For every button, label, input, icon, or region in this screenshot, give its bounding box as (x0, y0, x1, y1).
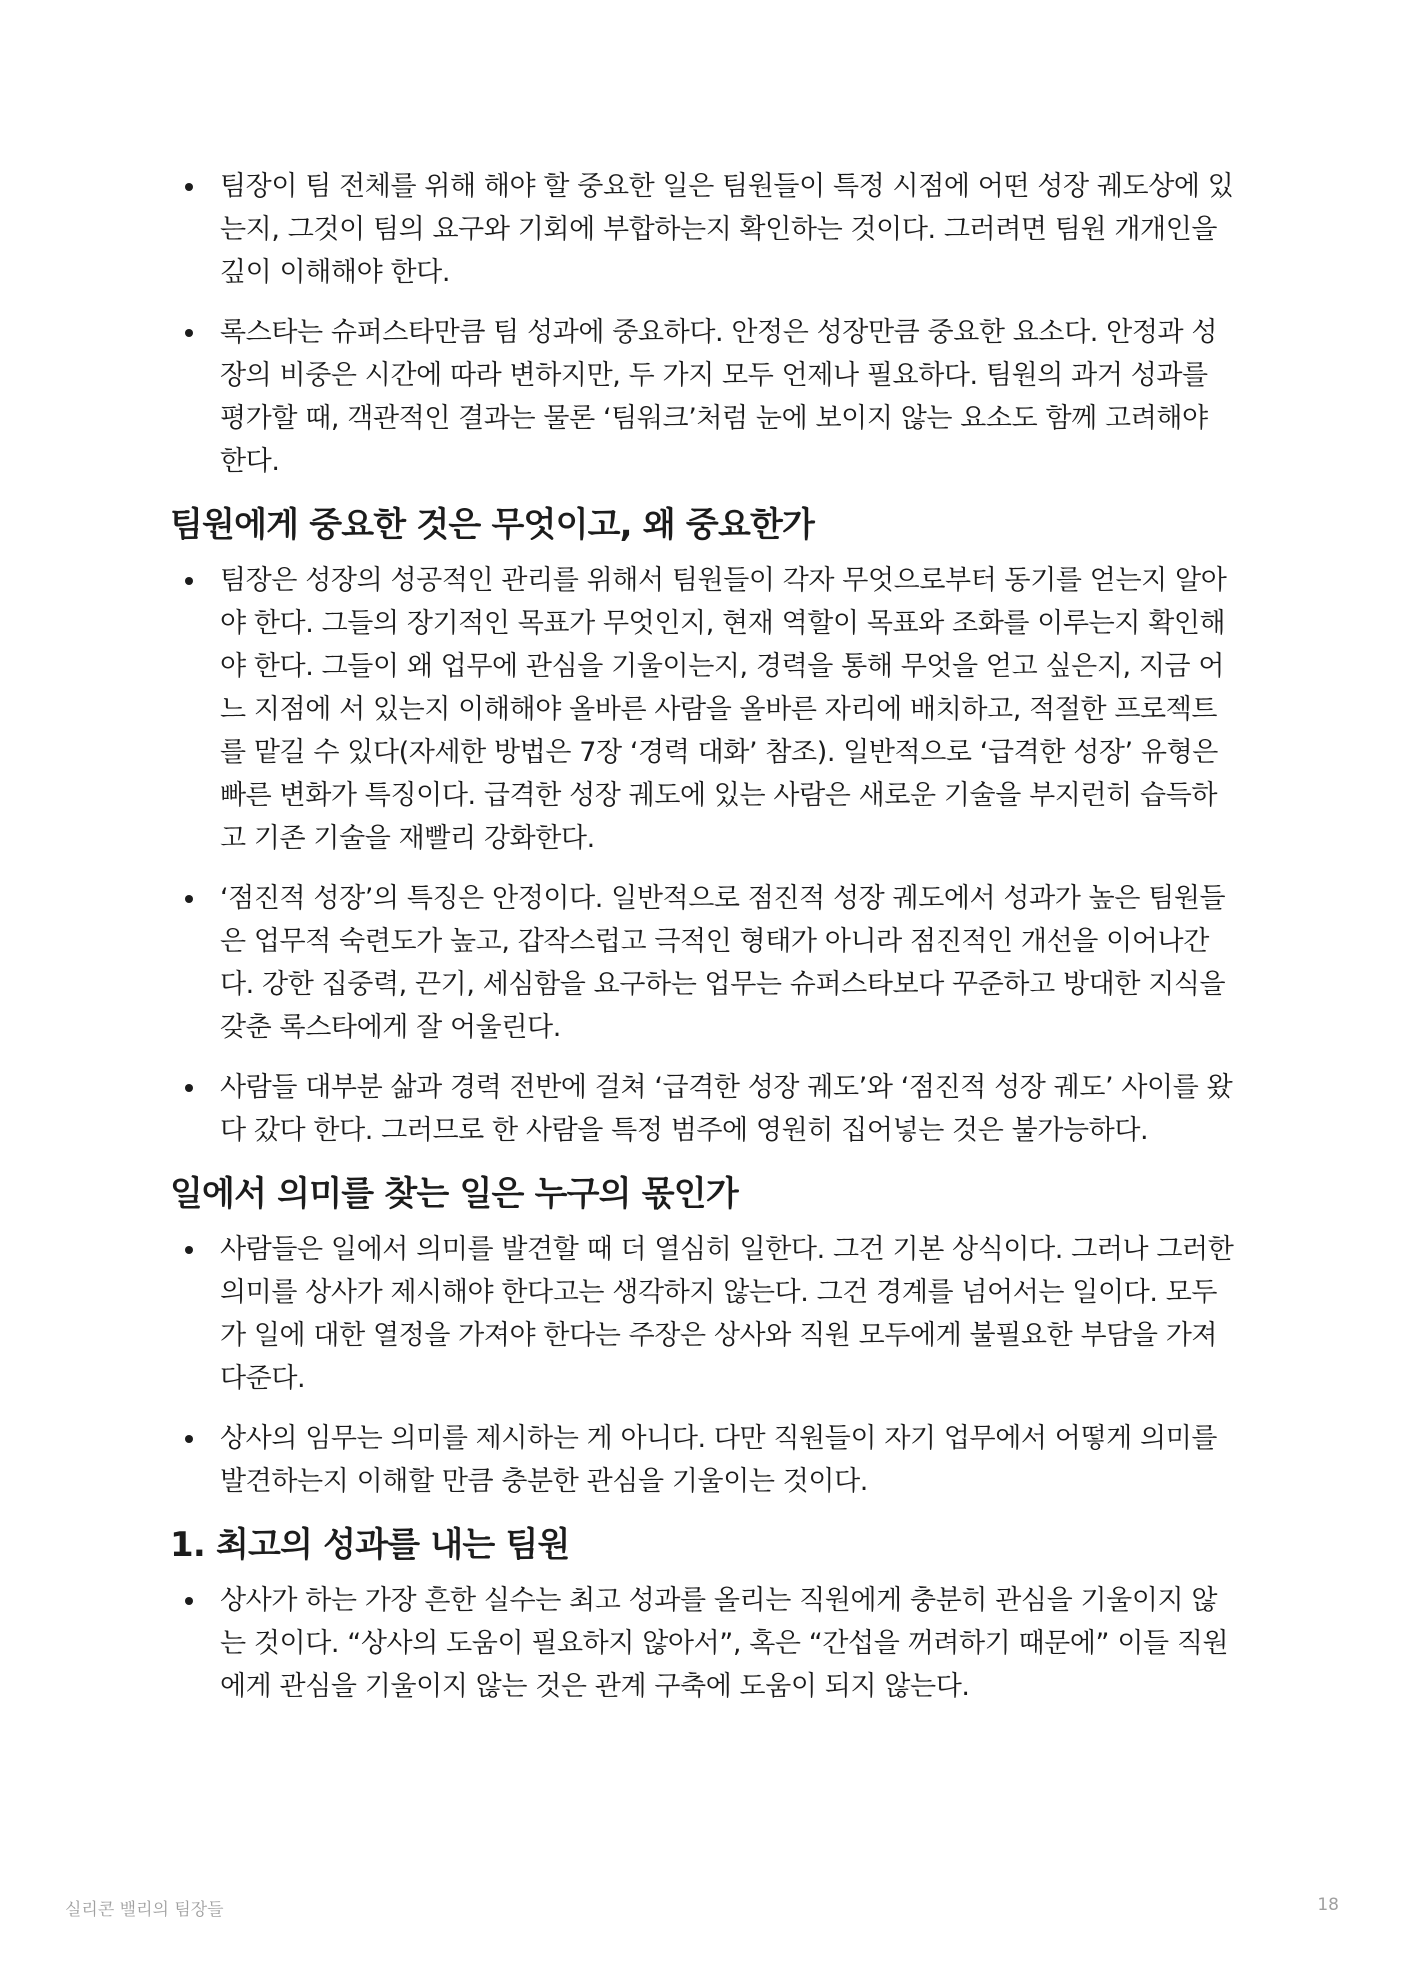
bullet-icon (185, 183, 193, 191)
footer-page-number: 18 (1317, 1895, 1339, 1915)
bullet-icon (185, 1597, 193, 1605)
bullet-text: 록스타는 슈퍼스타만큼 팀 성과에 중요하다. 안정은 성장만큼 중요한 요소다. 안정과 성장의 비중은 시간에 따라 변하지만, 두 가지 모두 언제나 필요하다. 팀원의 과거 성과를 평가할 때, 객관적인 결과는 물론 ‘팀워크’처럼 눈에 보이지 않는 요소도 함께 고려해야 한다. (220, 317, 1218, 477)
bullet-icon (185, 895, 193, 903)
bullet-text: 사람들은 일에서 의미를 발견할 때 더 열심히 일한다. 그건 기본 상식이다. 그러나 그러한 의미를 상사가 제시해야 한다고는 생각하지 않는다. 그건 경계를 넘어서는 일이다. 모두가 일에 대한 열정을 가져야 한다는 주장은 상사와 직원 모두에게 불필요한 부담을 가져다준다. (220, 1234, 1234, 1394)
list-item (170, 1417, 1240, 1503)
section-heading: 팀원에게 중요한 것은 무엇이고, 왜 중요한가 (170, 505, 815, 545)
section-heading: 1. 최고의 성과를 내는 팀원 (170, 1525, 570, 1565)
list-item (170, 1579, 1240, 1708)
bullet-list (170, 165, 1240, 483)
bullet-list (170, 1228, 1240, 1503)
bullet-list (170, 559, 1240, 1152)
bullet-text: 팀장이 팀 전체를 위해 해야 할 중요한 일은 팀원들이 특정 시점에 어떤 성장 궤도상에 있는지, 그것이 팀의 요구와 기회에 부합하는지 확인하는 것이다. 그러려면 팀원 개개인을 깊이 이해해야 한다. (220, 171, 1234, 288)
list-item (170, 311, 1240, 483)
footer-book-title: 실리콘 밸리의 팀장들 (65, 1900, 224, 1920)
section-heading: 일에서 의미를 찾는 일은 누구의 몫인가 (170, 1174, 738, 1214)
bullet-icon (185, 577, 193, 585)
bullet-list (170, 1579, 1240, 1708)
list-item (170, 1066, 1240, 1152)
bullet-icon (185, 329, 193, 337)
bullet-icon (185, 1084, 193, 1092)
bullet-text: 상사가 하는 가장 흔한 실수는 최고 성과를 올리는 직원에게 충분히 관심을 기울이지 않는 것이다. “상사의 도움이 필요하지 않아서”, 혹은 “간섭을 꺼려하기 때문에” 이들 직원에게 관심을 기울이지 않는 것은 관계 구축에 도움이 되지 않는다. (220, 1585, 1229, 1702)
bullet-text: 상사의 임무는 의미를 제시하는 게 아니다. 다만 직원들이 자기 업무에서 어떻게 의미를 발견하는지 이해할 만큼 충분한 관심을 기울이는 것이다. (220, 1423, 1218, 1497)
bullet-icon (185, 1246, 193, 1254)
bullet-text: 팀장은 성장의 성공적인 관리를 위해서 팀원들이 각자 무엇으로부터 동기를 얻는지 알아야 한다. 그들의 장기적인 목표가 무엇인지, 현재 역할이 목표와 조화를 이루는지 확인해야 한다. 그들이 왜 업무에 관심을 기울이는지, 경력을 통해 무엇을 얻고 싶은지, 지금 어느 지점에 서 있는지 이해해야 올바른 사람을 올바른 자리에 배치하고, 적절한 프로젝트를 맡길 수 있다(자세한 방법은 7장 ‘경력 대화’ 참조). 일반적으로 ‘급격한 성장’ 유형은 빠른 변화가 특징이다. 급격한 성장 궤도에 있는 사람은 새로운 기술을 부지런히 습득하고 기존 기술을 재빨리 강화한다. (220, 565, 1227, 854)
list-item (170, 165, 1240, 294)
list-item (170, 559, 1240, 860)
list-item (170, 1228, 1240, 1400)
page-content (170, 165, 1240, 1725)
bullet-text: 사람들 대부분 삶과 경력 전반에 걸쳐 ‘급격한 성장 궤도’와 ‘점진적 성장 궤도’ 사이를 왔다 갔다 한다. 그러므로 한 사람을 특정 범주에 영원히 집어넣는 것은 불가능하다. (220, 1072, 1233, 1146)
bullet-icon (185, 1435, 193, 1443)
bullet-text: ‘점진적 성장’의 특징은 안정이다. 일반적으로 점진적 성장 궤도에서 성과가 높은 팀원들은 업무적 숙련도가 높고, 갑작스럽고 극적인 형태가 아니라 점진적인 개선을 이어나간다. 강한 집중력, 끈기, 세심함을 요구하는 업무는 슈퍼스타보다 꾸준하고 방대한 지식을 갖춘 록스타에게 잘 어울린다. (220, 883, 1226, 1043)
list-item (170, 877, 1240, 1049)
